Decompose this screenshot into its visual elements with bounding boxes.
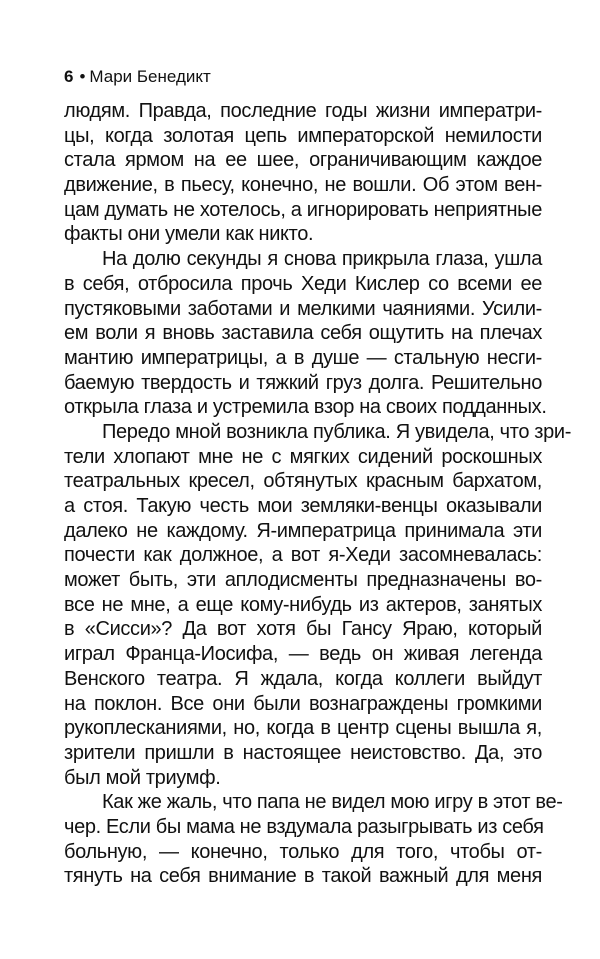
text-line: далеко не каждому. Я-императрица принимала эти	[64, 519, 542, 542]
text-line: стала ярмом на ее шее, ограничивающим каждое	[64, 149, 542, 172]
text-line: тянуть на себя внимание в такой важный для меня	[64, 865, 542, 888]
text-line: зрители пришли в настоящее неистовство. Да, это	[64, 741, 542, 764]
author-name: Мари Бенедикт	[89, 67, 211, 86]
text-line: пустяковыми заботами и мелкими чаяниями. Усили-	[64, 297, 542, 320]
text-line: в себя, отбросила прочь Хеди Кислер со всеми ее	[64, 272, 542, 295]
running-header	[64, 66, 211, 88]
text-line: Передо мной возникла публика. Я увидела, что зри-	[102, 420, 572, 443]
text-line: Венского театра. Я ждала, когда коллеги выйдут	[64, 667, 542, 690]
text-line: почести как должное, а вот я-Хеди засомневалась:	[64, 544, 542, 567]
text-line: играл Франца-Иосифа, — ведь он живая легенда	[64, 643, 542, 666]
text-line: факты они умели как никто.	[64, 223, 314, 246]
page-number: 6	[64, 67, 74, 86]
text-line: на поклон. Все они были вознаграждены громкими	[64, 692, 542, 715]
text-line: чер. Если бы мама не вздумала разыгрывать из себя	[64, 815, 544, 838]
text-line: в «Сисси»? Да вот хотя бы Гансу Яраю, который	[64, 618, 542, 641]
text-line: больную, — конечно, только для того, чтобы от-	[64, 840, 542, 863]
book-text	[64, 99, 572, 889]
text-line: а стоя. Такую честь мои земляки-венцы оказывали	[64, 495, 542, 517]
text-line: цы, когда золотая цепь императорской немилости	[64, 124, 542, 147]
header-separator: •	[79, 67, 86, 86]
text-line: может быть, эти аплодисменты предназначены во-	[64, 569, 542, 592]
text-line: ем воли я вновь заставила себя ощутить на плечах	[64, 322, 542, 345]
text-line: людям. Правда, последние годы жизни императри-	[64, 100, 542, 122]
text-line: Как же жаль, что папа не видел мою игру в этот ве-	[102, 791, 563, 814]
text-line: все не мне, а еще кому-нибудь из актеров, занятых	[64, 593, 542, 616]
text-line: движение, в пьесу, конечно, не вошли. Об этом вен-	[64, 174, 542, 197]
text-line: баемую твердость и тяжкий груз долга. Решительно	[64, 371, 542, 394]
text-line: открыла глаза и устремила взор на своих подданных.	[64, 396, 547, 419]
text-line: цам думать не хотелось, а игнорировать неприятные	[64, 198, 542, 221]
text-line: мантию императрицы, а в душе — стальную несги-	[64, 346, 542, 369]
text-line: театральных кресел, обтянутых красным бархатом,	[64, 470, 542, 493]
text-line: рукоплесканиями, но, когда в центр сцены вышла я,	[64, 717, 542, 740]
text-line: На долю секунды я снова прикрыла глаза, ушла	[102, 248, 542, 271]
text-line: тели хлопают мне не с мягких сидений роскошных	[64, 445, 542, 468]
text-line: был мой триумф.	[64, 766, 221, 789]
